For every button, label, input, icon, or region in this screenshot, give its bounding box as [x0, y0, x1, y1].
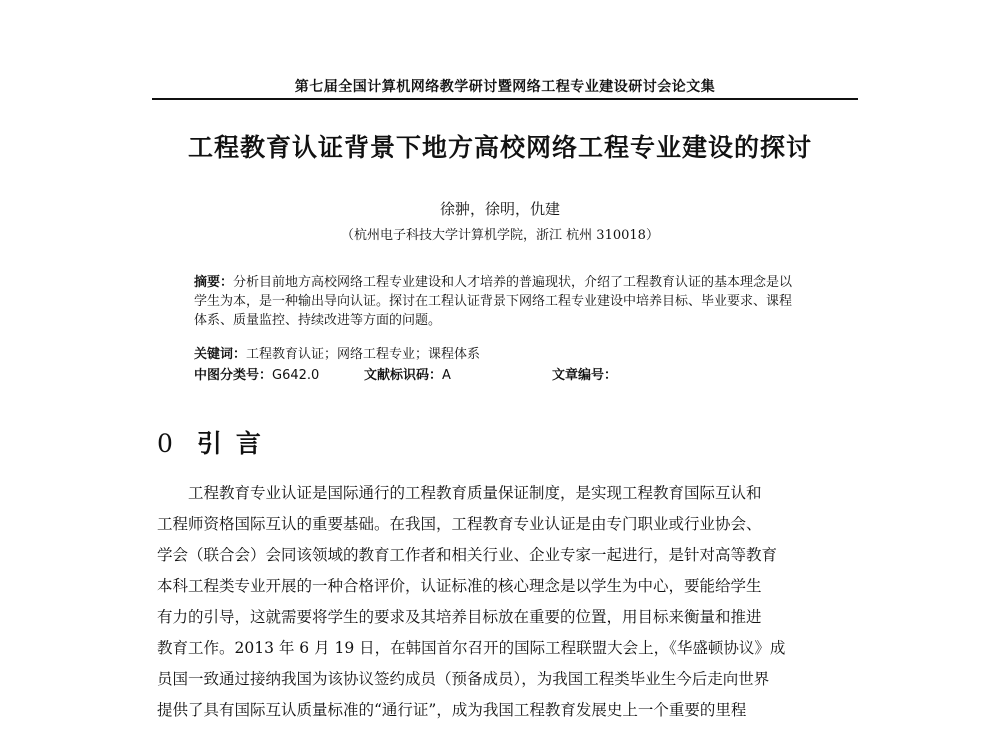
abstract-label: 摘要：	[194, 275, 234, 290]
body-line: 员国一致通过接纳我国为该协议签约成员（预备成员），为我国工程类毕业生今后走向世界	[157, 670, 770, 688]
paper-title: 工程教育认证背景下地方高校网络工程专业建设的探讨	[187, 133, 812, 162]
clc-label: 中图分类号：	[194, 368, 273, 383]
keywords-text: 工程教育认证；网络工程专业；课程体系	[246, 347, 481, 362]
body-line: 有力的引导，这就需要将学生的要求及其培养目标放在重要的位置，用目标来衡量和推进	[157, 608, 762, 626]
body-line: 提供了具有国际互认质量标准的“通行证”，成为我国工程教育发展史上一个重要的里程	[157, 701, 747, 719]
body-line: 工程师资格国际互认的重要基础。在我国，工程教育专业认证是由专门职业或行业协会、	[157, 515, 762, 533]
affiliation: （杭州电子科技大学计算机学院，浙江 杭州 310018）	[341, 228, 659, 243]
doc-label: 文献标识码：	[364, 368, 443, 383]
body-line: 工程教育专业认证是国际通行的工程教育质量保证制度，是实现工程教育国际互认和	[188, 484, 762, 502]
article-number	[552, 366, 617, 385]
body-text	[157, 478, 857, 726]
body-line: 学会（联合会）会同该领域的教育工作者和相关行业、企业专家一起进行，是针对高等教育	[157, 546, 778, 564]
authors: 徐翀，徐明，仇建	[439, 200, 560, 218]
section-heading	[157, 424, 275, 460]
clc-number	[194, 366, 319, 385]
body-line: 本科工程类专业开展的一种合格评价，认证标准的核心理念是以学生为中心，要能给学生	[157, 577, 762, 595]
section-title: 引言	[196, 429, 275, 458]
keywords-label: 关键词：	[194, 347, 247, 362]
keywords	[194, 345, 794, 364]
running-header: 第七届全国计算机网络教学研讨暨网络工程专业建设研讨会论文集	[294, 79, 716, 95]
header-rule	[152, 98, 858, 100]
abstract-text: 分析目前地方高校网络工程专业建设和人才培养的普遍现状，介绍了工程教育认证的基本理念是以学生为本，是一种输出导向认证。探讨在工程认证背景下网络工程专业建设中培养目标、毕业要求、课程体系、质量监控、持续改进等方面的问题。	[194, 275, 793, 328]
doc-value: A	[442, 368, 451, 383]
body-line: 教育工作。2013 年 6 月 19 日，在韩国首尔召开的国际工程联盟大会上，《华盛顿协议》成	[157, 639, 786, 657]
doc-code	[364, 366, 451, 385]
abstract	[194, 273, 794, 330]
article-label: 文章编号：	[552, 368, 618, 383]
clc-value: G642.0	[272, 368, 320, 383]
section-number: 0	[157, 429, 173, 458]
